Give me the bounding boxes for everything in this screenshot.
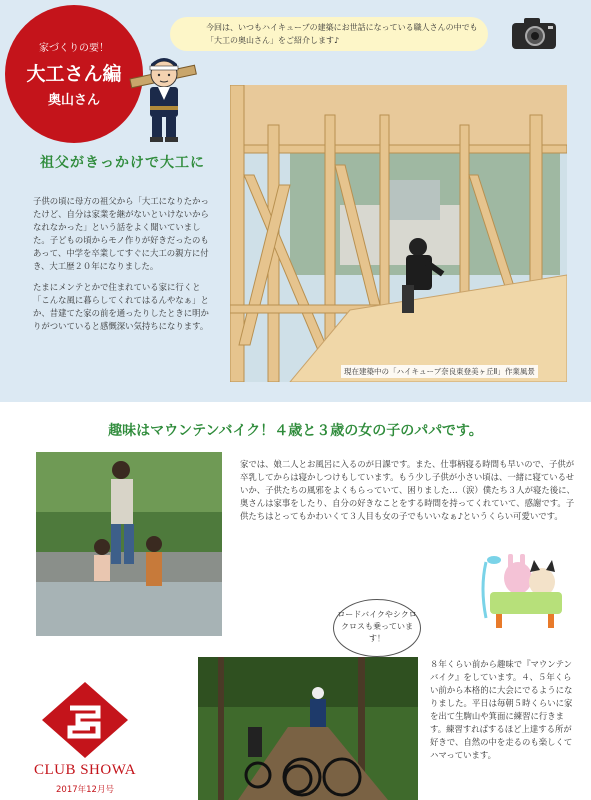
bike-hobby-text: ８年くらい前から趣味で『マウンテンバイク』をしています。４、５年くらい前から本格的に大会にでるようになりました。平日は毎朝５時くらいに家を出て生駒山や箕面に練習に行きます。練習すればするほど上達する所が好きで、自然の中を走るのも楽しくてハマっています。 (430, 659, 573, 760)
badge-name: 奥山さん (47, 93, 100, 108)
section1-heading: 祖父がきっかけで大工に (40, 155, 205, 171)
section2-family-text: 家では、娘二人とお風呂に入るのが日課です。また、仕事柄寝る時間も早いので、子供が卒乳してからは寝かしつけもしています。もう少し子供が小さい頃は、一緒に寝ているせいか、子供たちの風邪をよくもらっていて、困りました…（涙）僕たち３人が寝た後に、奥さんは家事をしたり、自分の好きなことをする時間を持ってくれていて、感謝です。子供たちはとってもかわいくて３人目も女の子でもいいなぁ♪というくらい可愛いです。 (240, 459, 575, 521)
bike-speech-bubble: ロードバイクやシクロクロスも乗っています！ (333, 599, 421, 657)
brand-name: CLUB SHOWA (33, 762, 137, 778)
title-badge (5, 5, 143, 143)
intro-speech-bubble: 今回は、いつもハイキューブの建築にお世話になっている職人さんの中でも「大工の奥山さん」をご紹介します♪ (170, 17, 488, 51)
section1-body (33, 195, 213, 341)
badge-subtitle: 家づくりの要！ (39, 43, 109, 54)
section1-paragraph: たまにメンテとかで住まれている家に行くと「こんな風に暮らしてくれてはるんやなぁ」とか、昔建てた家の前を通ったりしたときに明かりがついていると感慨深い気持ちになります。 (33, 282, 209, 331)
camera-icon (508, 13, 560, 53)
issue-date: 2017年12月号 (56, 785, 114, 795)
mountain-bike-photo (198, 657, 418, 800)
photo-caption: 現在建築中の「ハイキューブ奈良東登美ヶ丘Ⅱ」作業風景 (341, 365, 538, 378)
club-showa-logo (40, 680, 130, 760)
badge-title: 大工さん編 (26, 63, 122, 85)
section2-heading: 趣味はマウンテンバイク！４歳と３歳の女の子のパパです。 (108, 423, 483, 439)
family-photo (36, 452, 222, 636)
carpenter-illustration (128, 50, 198, 145)
construction-photo (230, 85, 567, 382)
bath-illustration (476, 548, 564, 634)
section1-paragraph: 子供の頃に母方の祖父から「大工になりたかったけど、自分は家業を継がないといけないからなれなかった」という話をよく聞いていました。子どもの頃からモノ作りが好きだったのもあって、中学を卒業してすぐに大工の親方に付き、大工歴２０年になりました。 (33, 196, 209, 271)
